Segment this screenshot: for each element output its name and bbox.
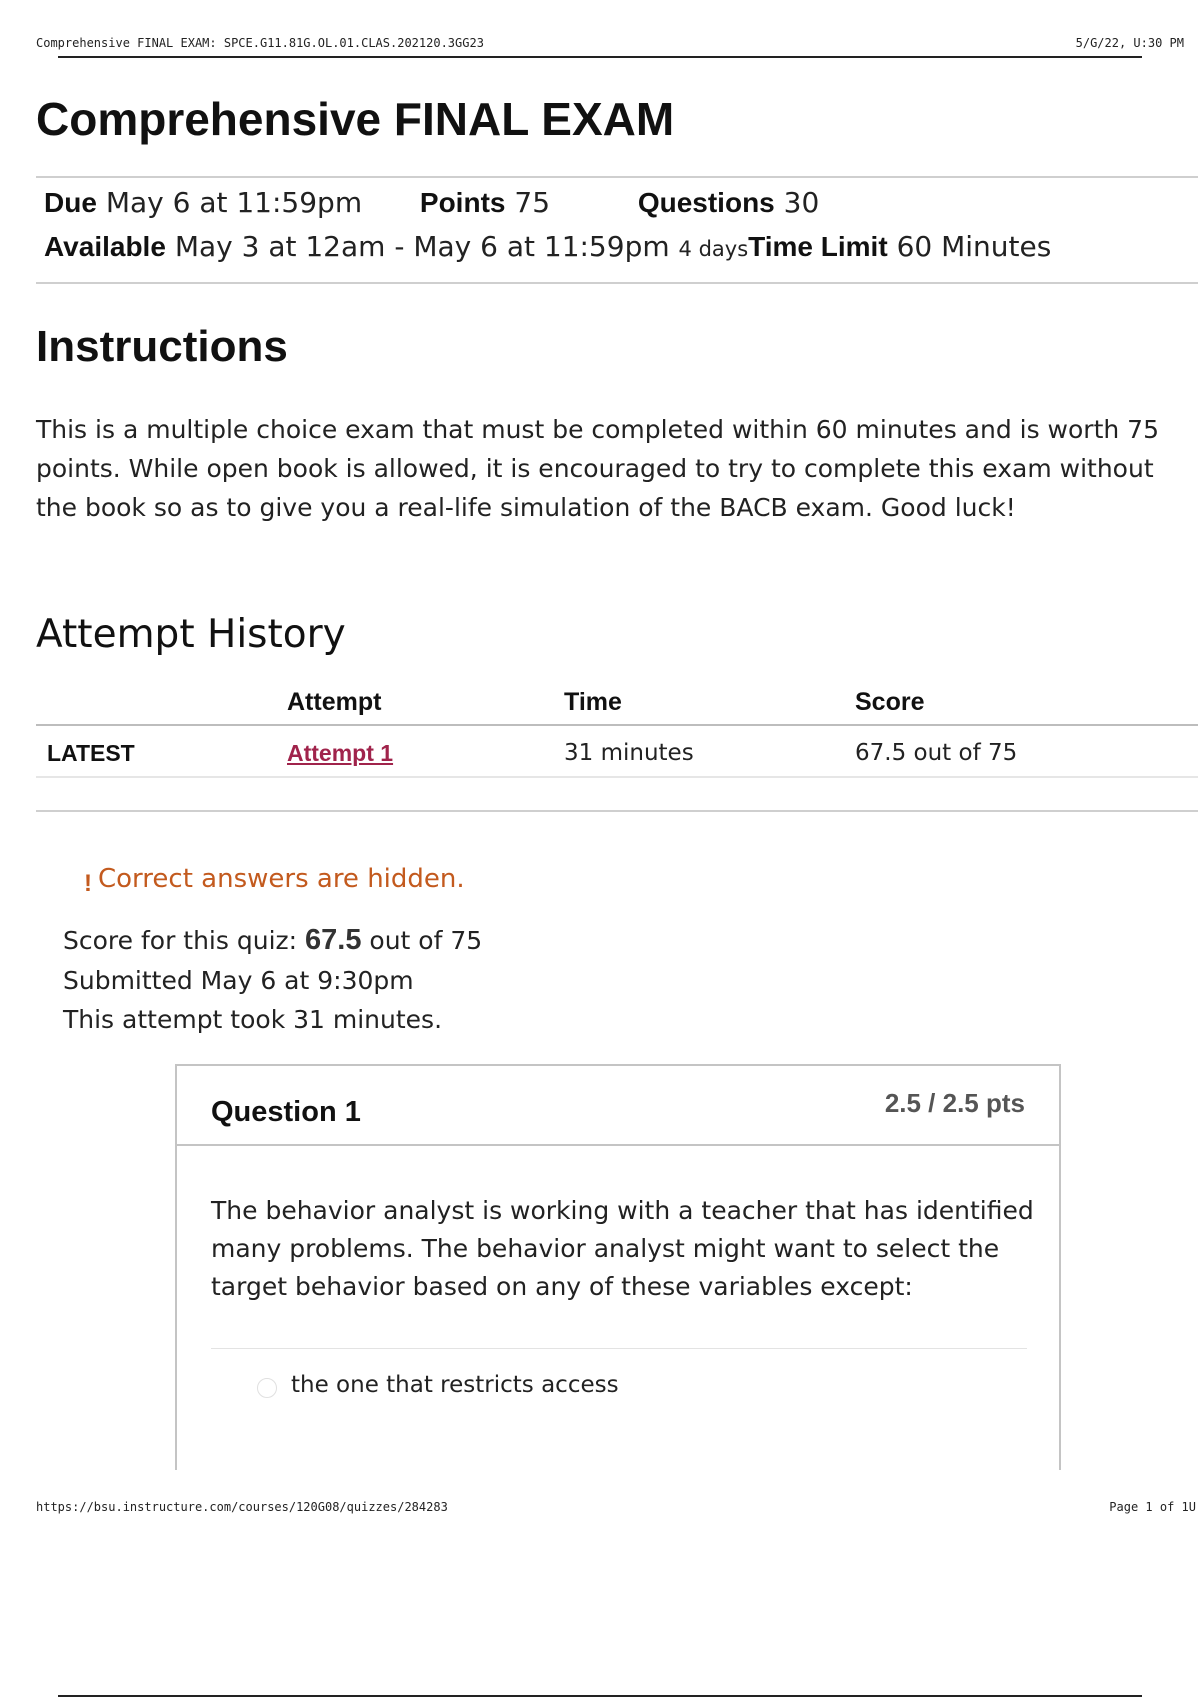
available-value: May 3 at 12am - May 6 at 11:59pm <box>174 230 670 263</box>
time-limit-value: 60 Minutes <box>896 230 1052 263</box>
question-card <box>175 1064 1061 1484</box>
column-header-attempt: Attempt <box>287 688 382 716</box>
score-value: 67.5 <box>305 924 362 956</box>
print-footer-page-number: Page 1 of 1U <box>1109 1500 1196 1514</box>
column-header-score: Score <box>855 688 925 716</box>
warning-icon: ! <box>84 870 92 897</box>
quiz-meta-row-1 <box>44 186 819 219</box>
question-text: The behavior analyst is working with a teacher that has identified many problems. The behavior analyst might want to select the target behavior based on any of these variables except: <box>211 1196 1034 1301</box>
print-header-timestamp: 5/G/22, U:30 PM <box>1075 36 1184 50</box>
print-footer-url: https://bsu.instructure.com/courses/120G08/quizzes/284283 <box>36 1500 448 1514</box>
score-suffix: out of 75 <box>369 926 483 955</box>
quiz-meta-row-2 <box>44 230 1051 263</box>
quiz-score-line <box>63 924 482 957</box>
attempt-duration-line: This attempt took 31 minutes. <box>63 1005 443 1034</box>
instructions-text: This is a multiple choice exam that must be completed within 60 minutes and is worth 75 points. While open book is allowed, it is encouraged to try to complete this exam without the book so as to give you a real-life simulation of the BACB exam. Good luck! <box>36 415 1159 522</box>
available-label: Available <box>44 231 166 262</box>
available-duration: 4 days <box>678 237 749 261</box>
attempt-1-link[interactable]: Attempt 1 <box>287 740 394 766</box>
points-label: Points <box>419 187 506 218</box>
header-rule <box>58 56 1142 58</box>
bottom-rule <box>58 1695 1142 1697</box>
correct-answers-hidden-notice <box>84 864 465 897</box>
questions-label: Questions <box>637 187 775 218</box>
question-title: Question 1 <box>211 1096 361 1128</box>
submitted-line: Submitted May 6 at 9:30pm <box>63 966 414 995</box>
print-header-title: Comprehensive FINAL EXAM: SPCE.G11.81G.OL.01.CLAS.202120.3GG23 <box>36 36 484 50</box>
due-label: Due <box>44 187 97 218</box>
divider <box>36 810 1198 812</box>
page-title: Comprehensive FINAL EXAM <box>36 93 675 145</box>
instructions-heading: Instructions <box>36 322 288 371</box>
divider <box>36 282 1198 284</box>
attempt-time: 31 minutes <box>564 740 694 766</box>
column-header-time: Time <box>564 688 622 716</box>
divider <box>36 176 1198 178</box>
table-header-rule <box>36 724 1198 726</box>
question-header <box>177 1066 1059 1146</box>
due-value: May 6 at 11:59pm <box>105 186 363 219</box>
attempt-history-heading: Attempt History <box>36 612 346 657</box>
answer-divider <box>211 1348 1027 1349</box>
answer-option-text: the one that restricts access <box>291 1372 619 1398</box>
table-row-rule <box>36 776 1198 778</box>
answer-radio[interactable] <box>257 1378 277 1398</box>
attempt-score: 67.5 out of 75 <box>855 740 1018 766</box>
points-value: 75 <box>514 186 551 219</box>
warning-text: Correct answers are hidden. <box>98 864 465 894</box>
score-prefix: Score for this quiz: <box>63 926 298 955</box>
question-points: 2.5 / 2.5 pts <box>884 1088 1025 1118</box>
questions-value: 30 <box>783 186 820 219</box>
time-limit-label: Time Limit <box>748 231 888 262</box>
latest-label: LATEST <box>47 740 135 766</box>
